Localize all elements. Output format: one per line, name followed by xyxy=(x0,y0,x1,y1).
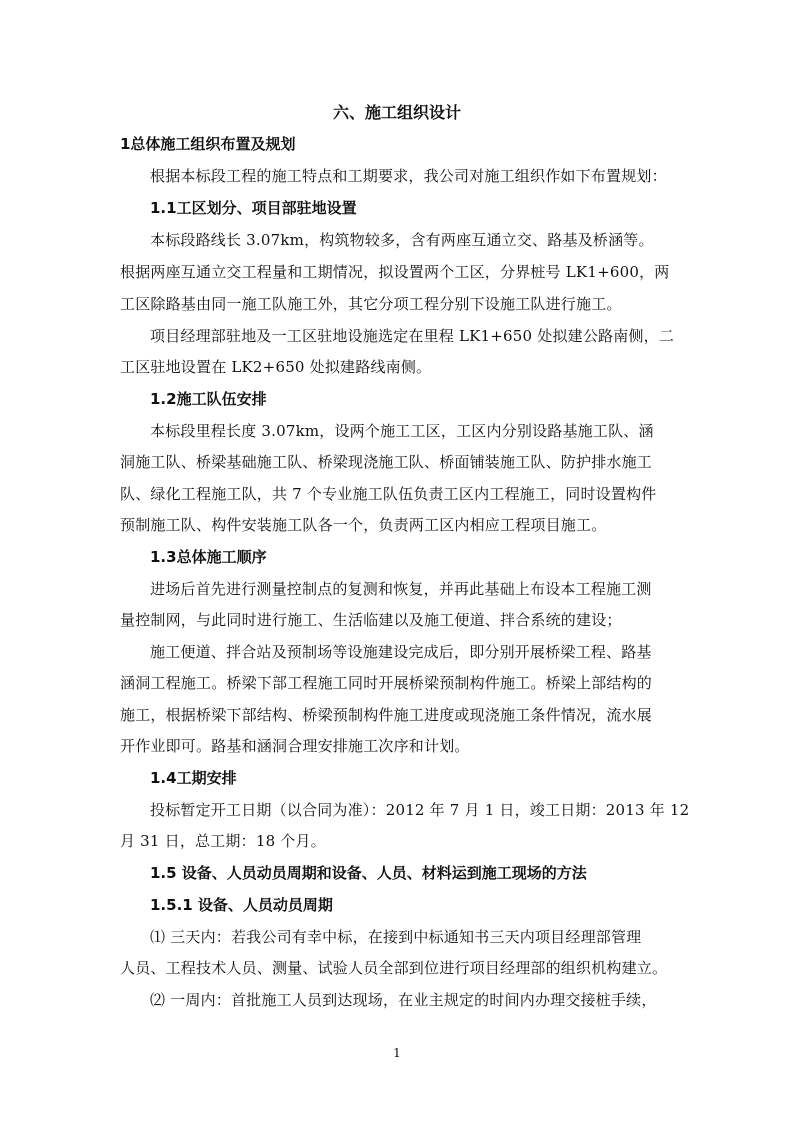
paragraph-line: 人员、工程技术人员、测量、试验人员全部到位进行项目经理部的组织机构建立。 xyxy=(120,959,668,977)
section-1-1-heading: 1.1工区划分、项目部驻地设置 xyxy=(150,199,357,217)
paragraph-line: 洞施工队、桥梁基础施工队、桥梁现浇施工队、桥面铺装施工队、防护排水施工 xyxy=(120,453,653,471)
section-1-intro: 根据本标段工程的施工特点和工期要求，我公司对施工组织作如下布置规划： xyxy=(150,167,667,185)
paragraph-line: 本标段路线长 3.07km，构筑物较多，含有两座互通立交、路基及桥涵等。 xyxy=(150,231,654,249)
page-title: 六、施工组织设计 xyxy=(332,103,461,122)
paragraph-line: 月 31 日，总工期：18 个月。 xyxy=(120,832,326,850)
section-1-5-1-heading: 1.5.1 设备、人员动员周期 xyxy=(150,896,333,914)
paragraph-line: 预制施工队、构件安装施工队各一个，负责两工区内相应工程项目施工。 xyxy=(120,516,607,534)
section-1-4-heading: 1.4工期安排 xyxy=(150,769,237,787)
paragraph-line: 工区除路基由同一施工队施工外，其它分项工程分别下设施工队进行施工。 xyxy=(120,295,622,313)
section-1-2-heading: 1.2施工队伍安排 xyxy=(150,390,267,408)
paragraph-line: 施工，根据桥梁下部结构、桥梁预制构件施工进度或现浇施工条件情况，流水展 xyxy=(120,706,653,724)
paragraph-line: 施工便道、拌合站及预制场等设施建设完成后，即分别开展桥梁工程、路基 xyxy=(150,643,652,661)
paragraph-line: 量控制网，与此同时进行施工、生活临建以及施工便道、拌合系统的建设； xyxy=(120,611,622,629)
paragraph-line: 本标段里程长度 3.07km，设两个施工工区，工区内分别设路基施工队、涵 xyxy=(150,422,654,440)
section-1-5-heading: 1.5 设备、人员动员周期和设备、人员、材料运到施工现场的方法 xyxy=(150,864,587,882)
paragraph-line: 涵洞工程施工。桥梁下部工程施工同时开展桥梁预制构件施工。桥梁上部结构的 xyxy=(120,674,653,692)
section-1-3-heading: 1.3总体施工顺序 xyxy=(150,548,267,566)
paragraph-line: ⑵ 一周内：首批施工人员到达现场，在业主规定的时间内办理交接桩手续， xyxy=(150,991,657,1009)
section-1-heading: 1总体施工组织布置及规划 xyxy=(120,135,296,153)
page-number: 1 xyxy=(393,1046,401,1060)
paragraph-line: 开作业即可。路基和涵洞合理安排施工次序和计划。 xyxy=(120,737,470,755)
paragraph-line: 进场后首先进行测量控制点的复测和恢复，并再此基础上布设本工程施工测 xyxy=(150,580,652,598)
paragraph-line: 工区驻地设置在 LK2+650 处拟建路线南侧。 xyxy=(120,358,432,376)
paragraph-line: 项目经理部驻地及一工区驻地设施选定在里程 LK1+650 处拟建公路南侧，二 xyxy=(150,327,675,345)
paragraph-line: 根据两座互通立交工程量和工期情况，拟设置两个工区，分界桩号 LK1+600，两 xyxy=(120,263,670,281)
paragraph-line: 队、绿化工程施工队，共 7 个专业施工队伍负责工区内工程施工，同时设置构件 xyxy=(120,485,657,503)
paragraph-line: 投标暂定开工日期（以合同为准）：2012 年 7 月 1 日，竣工日期：2013 年 12 xyxy=(150,801,690,819)
paragraph-line: ⑴ 三天内：若我公司有幸中标，在接到中标通知书三天内项目经理部管理 xyxy=(150,928,642,946)
